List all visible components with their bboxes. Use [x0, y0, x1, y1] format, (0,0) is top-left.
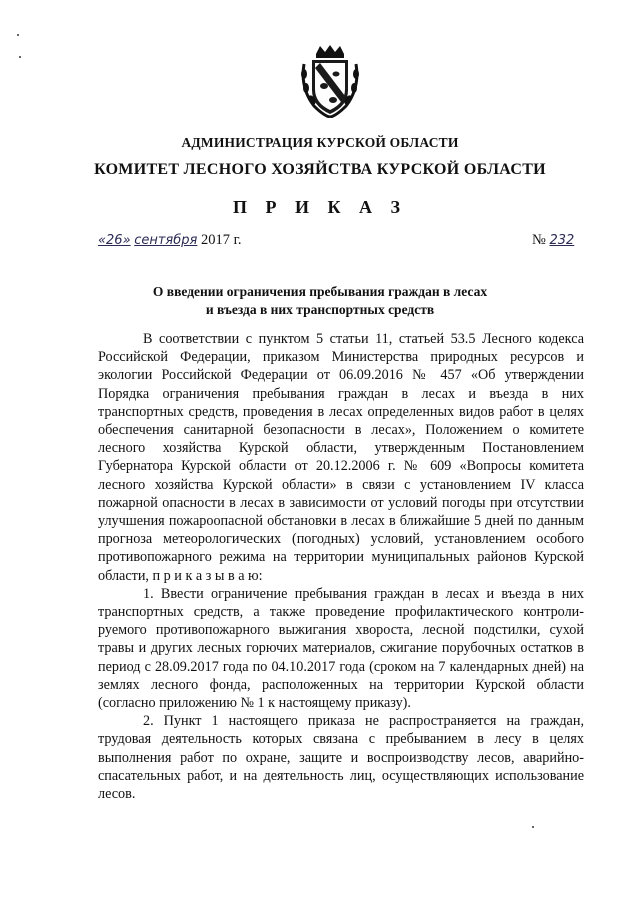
committee-heading: КОМИТЕТ ЛЕСНОГО ХОЗЯЙСТВА КУРСКОЙ ОБЛАСТИ: [94, 161, 546, 178]
clause-2-paragraph: 2. Пункт 1 настоящего приказа не распространяется на граждан, трудовая деятельность которых связана с пребыванием в лесу в целях выполнения работ по охране, защите и воспроизводству лесов, аварийно-спасательных работ, и на деятельность лиц, осуществляющих использование лесов.: [98, 713, 584, 803]
clause-1-paragraph: 1. Ввести ограничение пребывания граждан в лесах и въезда в них транспортных средств, а также проведение профилактического контролируемого противопожарного выжигания хвороста, лесной подстилки, сухой травы и других лесных горючих материалов, сжигание порубочных остатков в период с 28.09.2017 года по 04.10.2017 года (сроком на 7 календарных дней) на землях лесного фонда, расположенных на территории Курской области (согласно приложению № 1 к настоящему приказу).: [98, 585, 584, 712]
order-subject: [0, 283, 640, 319]
date-month: сентября: [134, 233, 198, 248]
order-body: [98, 330, 584, 803]
date-day: «26»: [98, 233, 131, 248]
subject-line-2: и въезда в них транспортных средств: [205, 302, 435, 317]
order-date: [98, 232, 242, 249]
date-year: 2017 г.: [200, 232, 242, 248]
scan-speck: [532, 826, 534, 828]
coat-of-arms-emblem: [298, 44, 362, 118]
administration-heading: АДМИНИСТРАЦИЯ КУРСКОЙ ОБЛАСТИ: [181, 135, 459, 150]
subject-line-1: О введении ограничения пребывания граждан в лесах: [152, 284, 488, 299]
number-label: №: [532, 232, 546, 248]
document-type-title: П Р И К А З: [232, 197, 408, 217]
scan-speck: [19, 56, 21, 58]
number-value: 232: [549, 233, 575, 248]
scan-speck: [17, 34, 19, 36]
order-number: [532, 232, 574, 249]
preamble-paragraph: В соответствии с пунктом 5 статьи 11, статьей 53.5 Лесного кодекса Российской Федерации, приказом Министерства природных ресурсов и экологии Российской Федерации от 06.09.2016 № 457 «Об утверждении Порядка ограничения пребывания граждан в лесах и въезда в них транспортных средств, проведения в лесах определенных видов работ в целях обеспечения санитарной безопасности в лесах», Положением о комитете лесного хозяйства Курской области, утвержденным Постановлением Губернатора Курской области от 20.12.2006 г. № 609 «Вопросы комитета лесного хозяйства Курской области» в связи с установлением IV класса пожарной опасности в лесах в зависимости от условий погоды при отсутствии улучшения пожароопасной обстановки в лесах в ближайшие 5 дней по данным прогноза метеорологических (погодных) условий, установлением особого противопожарного режима на территории муниципальных районов Курской области, п р и к а з ы в а ю:: [98, 331, 584, 584]
